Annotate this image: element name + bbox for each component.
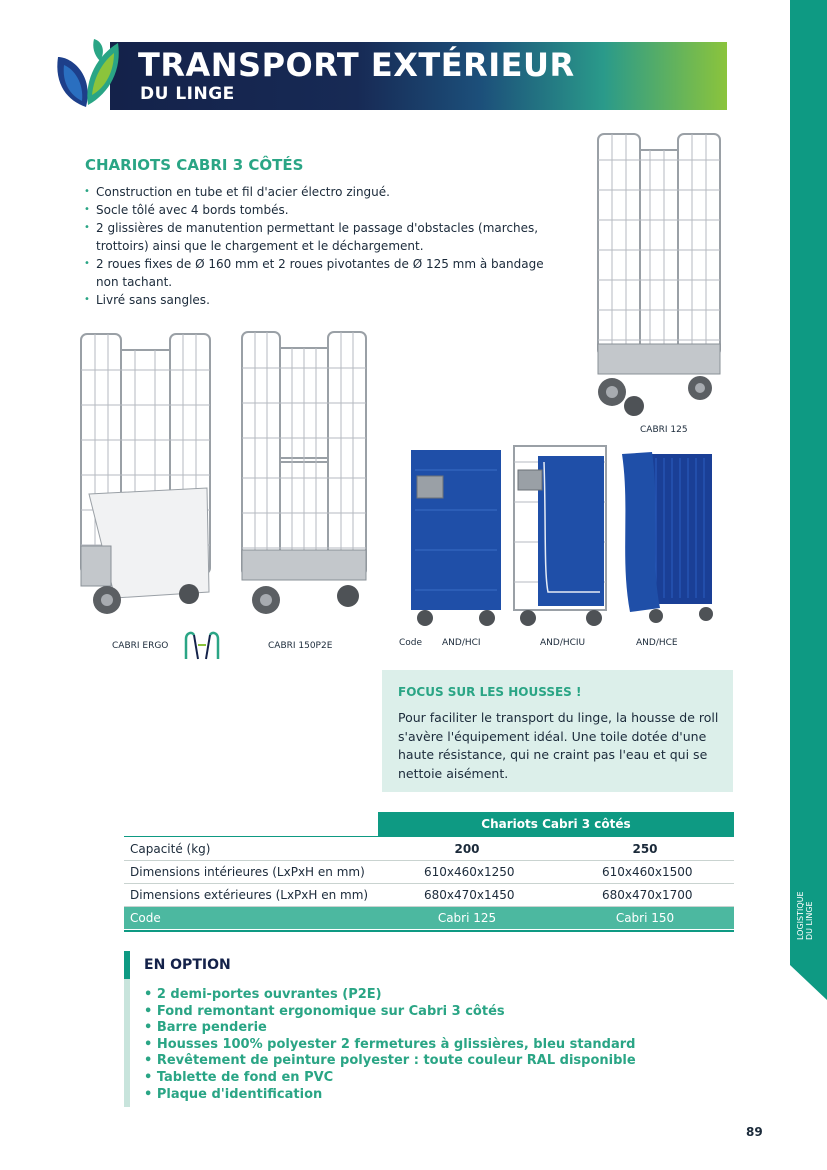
page-title: TRANSPORT EXTÉRIEUR: [138, 46, 575, 84]
section-title: CHARIOTS CABRI 3 CÔTÉS: [85, 156, 304, 174]
options-side-bar-accent: [124, 951, 130, 979]
cabri-ergo-image: [75, 330, 220, 622]
and-hciu-caption: AND/HCIU: [540, 638, 586, 648]
side-tab: [790, 0, 827, 1170]
focus-text: Pour faciliter le transport du linge, la housse de roll s'avère l'équipement idéal. Une toile dotée d'une haute résistance, qui ne craint pas l'eau et qui se nettoie aisément.: [398, 710, 719, 781]
table-row: Dimensions intérieures (LxPxH en mm) 610x460x1250 610x460x1500: [124, 861, 734, 884]
table-row: Dimensions extérieures (LxPxH en mm) 680x470x1450 680x470x1700: [124, 884, 734, 907]
list-item: • 2 demi-portes ouvrantes (P2E): [144, 987, 382, 1002]
list-item: • Tablette de fond en PVC: [144, 1069, 334, 1085]
cabri-125-image: [590, 130, 730, 420]
and-hci-image: [405, 440, 505, 628]
options-list: [144, 987, 636, 1103]
cabri-150p2e-caption: CABRI 150P2E: [268, 641, 333, 651]
cabri-125-caption: CABRI 125: [640, 425, 688, 435]
and-hciu-image: [510, 442, 610, 628]
leaf-logo-icon: [50, 35, 122, 115]
list-item: • Housses 100% polyester 2 fermetures à glissières, bleu standard: [144, 1036, 636, 1052]
list-item: • Barre penderie: [144, 1020, 267, 1036]
page-subtitle: DU LINGE: [140, 84, 235, 104]
page-number: 89: [746, 1125, 763, 1139]
side-tab-line2: DU LINGE: [805, 901, 814, 940]
ergonomic-icon: [180, 625, 224, 663]
table-row-code: Code Cabri 125 Cabri 150: [124, 907, 734, 929]
list-item: • Construction en tube et fil d'acier électro zingué.: [84, 185, 390, 199]
and-hci-caption: AND/HCI: [442, 638, 481, 648]
list-item: • Socle tôlé avec 4 bords tombés.: [84, 203, 289, 217]
table-row: Capacité (kg) 200 250: [124, 838, 734, 861]
cabri-ergo-caption: CABRI ERGO: [112, 641, 169, 651]
list-item: • Fond remontant ergonomique sur Cabri 3 côtés: [144, 1003, 505, 1019]
list-item: • Plaque d'identification: [144, 1086, 323, 1102]
list-item: • 2 glissières de manutention permettant le passage d'obstacles (marches, trottoirs) ainsi que le chargement et le déchargement.: [84, 221, 539, 253]
table-bottom-rule: [124, 930, 734, 932]
list-item: • Revêtement de peinture polyester : toute couleur RAL disponible: [144, 1053, 636, 1069]
side-tab-label: [796, 880, 822, 940]
code-caption: Code: [399, 638, 423, 648]
cabri-150p2e-image: [236, 328, 372, 622]
options-title: EN OPTION: [144, 957, 231, 973]
table-top-rule: [124, 836, 734, 837]
and-hce-image: [616, 448, 718, 626]
and-hce-caption: AND/HCE: [636, 638, 678, 648]
focus-title: FOCUS SUR LES HOUSSES !: [398, 685, 582, 699]
feature-list: [84, 183, 554, 309]
side-tab-line1: LOGISTIQUE: [796, 891, 805, 940]
list-item: • Livré sans sangles.: [84, 293, 210, 307]
list-item: • 2 roues fixes de Ø 160 mm et 2 roues pivotantes de Ø 125 mm à bandage non tachant.: [84, 257, 544, 289]
table-header-label: Chariots Cabri 3 côtés: [481, 817, 631, 831]
